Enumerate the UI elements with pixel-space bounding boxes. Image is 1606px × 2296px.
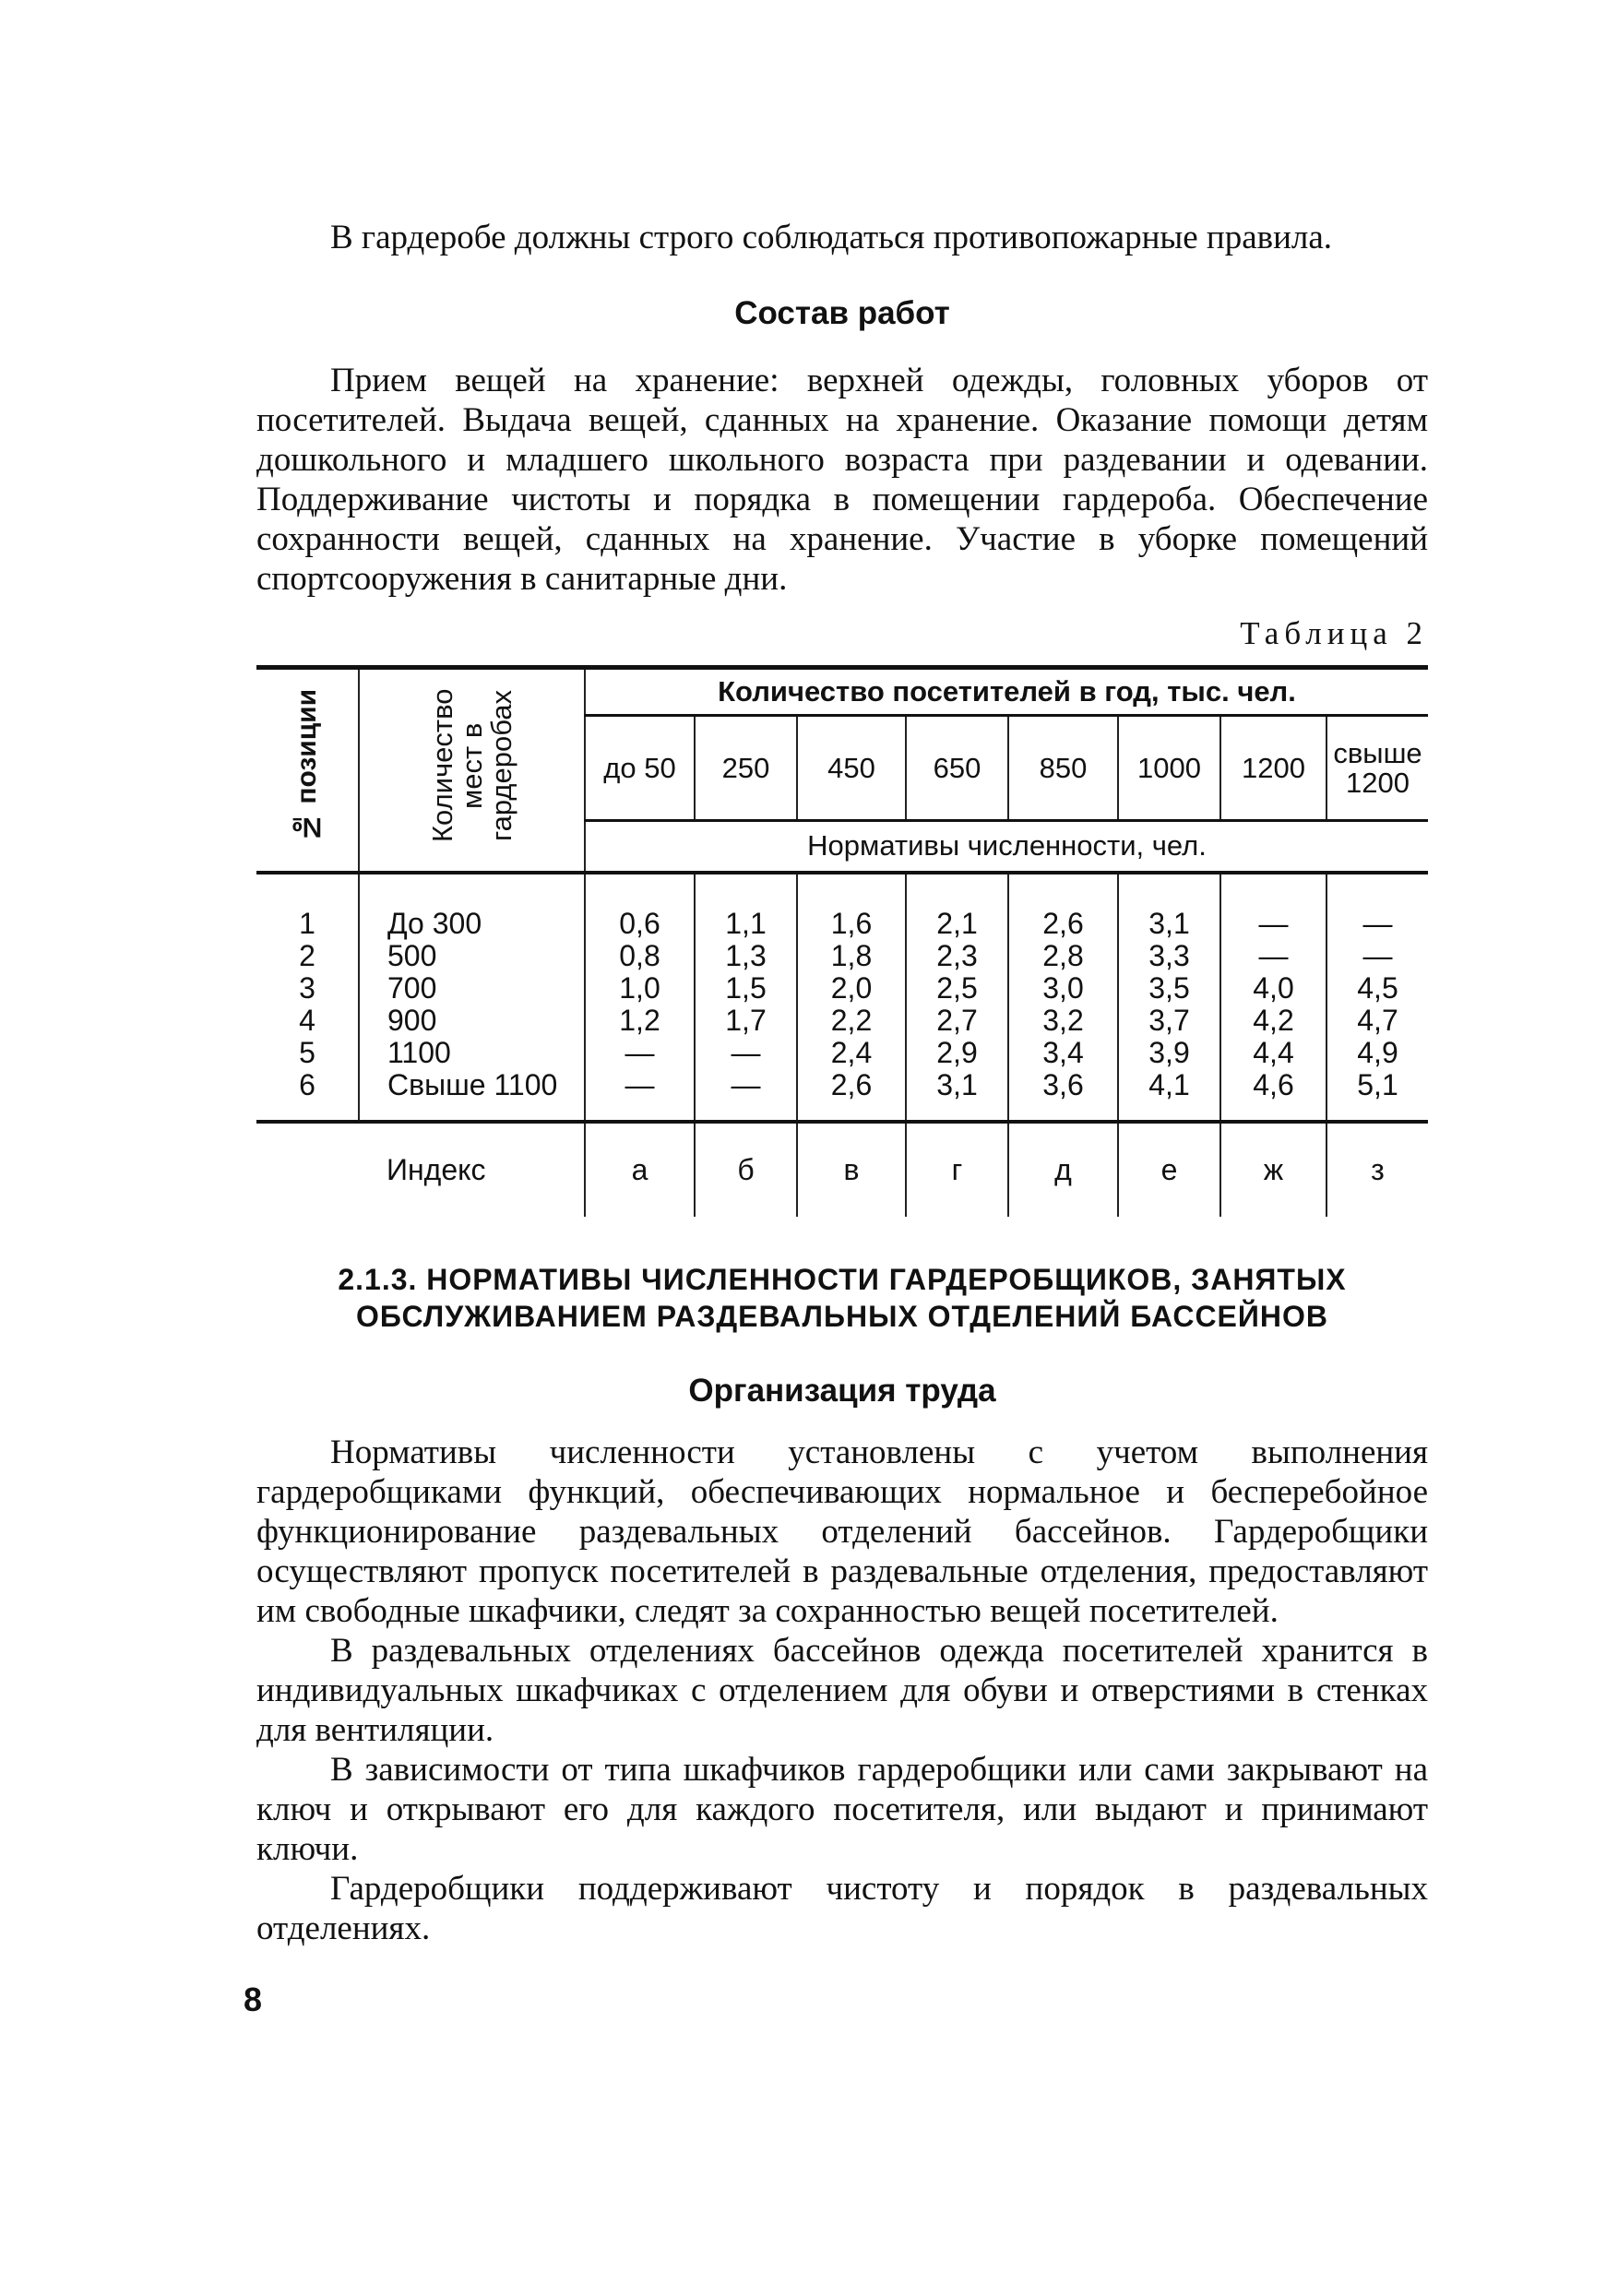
header-visitors-2: 450 — [797, 716, 906, 821]
header-norms: Нормативы численности, чел. — [585, 821, 1428, 873]
table-cell: До 300 — [387, 906, 482, 940]
table-cell: 2,6 — [830, 1067, 873, 1101]
table-cell: 900 — [387, 1003, 437, 1037]
table-cell: 2 — [299, 938, 315, 972]
table-cell: 2,0 — [830, 970, 873, 1005]
index-value: в — [797, 1122, 906, 1217]
header-visitors-0: до 50 — [585, 716, 695, 821]
table-cell: 1,1 — [725, 906, 767, 940]
column-position — [256, 873, 359, 1122]
header-position: № позиции — [256, 668, 359, 873]
index-value: д — [1008, 1122, 1118, 1217]
table-cell: 1,5 — [725, 970, 767, 1005]
table-cell: 2,9 — [936, 1035, 978, 1069]
paragraph: Гардеробщики поддерживают чистоту и порядок в раздевальных отделениях. — [256, 1869, 1428, 1947]
column-values-0 — [585, 873, 695, 1122]
header-visitors-6: 1200 — [1220, 716, 1326, 821]
table-cell: Свыше 1100 — [387, 1067, 558, 1101]
table-cell: 1,2 — [619, 1003, 660, 1037]
index-value: а — [585, 1122, 695, 1217]
heading-work-composition: Состав работ — [734, 295, 950, 331]
table-cell: 2,7 — [936, 1003, 978, 1037]
norms-table — [256, 665, 1428, 1217]
header-places: Количество мест в гардеробах — [359, 668, 585, 873]
table-cell: — — [1362, 906, 1393, 940]
table-cell: 4,6 — [1253, 1067, 1294, 1101]
table-cell: 4,5 — [1357, 970, 1398, 1005]
table-cell: 1,7 — [725, 1003, 767, 1037]
index-value: з — [1326, 1122, 1428, 1217]
header-visitors-7: свыше 1200 — [1326, 716, 1428, 821]
table-caption: Таблица 2 — [1240, 615, 1428, 651]
table-cell: 2,1 — [936, 906, 978, 940]
table-cell: 2,8 — [1042, 938, 1084, 972]
table-cell: 2,6 — [1042, 906, 1084, 940]
table-cell: — — [1362, 938, 1393, 972]
table-cell: 5 — [299, 1035, 315, 1069]
section-heading: 2.1.3. НОРМАТИВЫ ЧИСЛЕННОСТИ ГАРДЕРОБЩИКОВ, ЗАНЯТЫХ ОБСЛУЖИВАНИЕМ РАЗДЕВАЛЬНЫХ ОТДЕЛЕНИЙ БАССЕЙНОВ — [338, 1262, 1347, 1333]
table-cell: 1 — [299, 906, 315, 940]
table-cell: 4,9 — [1357, 1035, 1398, 1069]
index-value: е — [1118, 1122, 1220, 1217]
table-cell: 1,8 — [830, 938, 873, 972]
table-cell: 3,9 — [1148, 1035, 1190, 1069]
table-cell: 2,4 — [830, 1035, 873, 1069]
header-visitors-1: 250 — [695, 716, 797, 821]
table-cell: 1100 — [387, 1035, 451, 1069]
table-cell: 2,2 — [830, 1003, 873, 1037]
column-values-2 — [797, 873, 906, 1122]
table-cell: — — [1258, 938, 1289, 972]
column-values-7 — [1326, 873, 1428, 1122]
table-cell: 1,3 — [725, 938, 767, 972]
index-label: Индекс — [387, 1152, 486, 1186]
column-values-1 — [695, 873, 797, 1122]
table-cell: 3,5 — [1148, 970, 1190, 1005]
header-visitors-group: Количество посетителей в год, тыс. чел. — [585, 668, 1428, 716]
table-cell: 0,8 — [619, 938, 660, 972]
table-cell: 1,0 — [619, 970, 660, 1005]
column-values-5 — [1118, 873, 1220, 1122]
table-cell: — — [731, 1067, 761, 1101]
table-cell: 3,0 — [1042, 970, 1084, 1005]
column-places — [359, 873, 585, 1122]
table-cell: 1,6 — [830, 906, 873, 940]
table-cell: 3,6 — [1042, 1067, 1084, 1101]
header-visitors-3: 650 — [906, 716, 1008, 821]
page-number: 8 — [244, 1980, 263, 2018]
table-cell: 3 — [299, 970, 315, 1005]
table-cell: 2,5 — [936, 970, 978, 1005]
table-cell: 0,6 — [619, 906, 660, 940]
table-cell: 4,4 — [1253, 1035, 1294, 1069]
index-spacer — [256, 1122, 359, 1217]
table-cell: — — [625, 1067, 655, 1101]
table-cell: — — [731, 1035, 761, 1069]
table-cell: 3,4 — [1042, 1035, 1084, 1069]
column-values-3 — [906, 873, 1008, 1122]
table-cell: 3,7 — [1148, 1003, 1190, 1037]
table-cell: 4,1 — [1148, 1067, 1190, 1101]
table-cell: 6 — [299, 1067, 315, 1101]
paragraph: Нормативы численности установлены с учетом выполнения гардеробщиками функций, обеспечивающих нормальное и бесперебойное функционирование раздевальных отделений бассейнов. Гардеробщики осуществляют пропуск посетителей в раздевальные отделения, предоставляют им свободные шкафчики, следят за сохранностью вещей посетителей. — [256, 1433, 1428, 1630]
column-values-4 — [1008, 873, 1118, 1122]
column-values-6 — [1220, 873, 1326, 1122]
header-visitors-4: 850 — [1008, 716, 1118, 821]
table-cell: 5,1 — [1357, 1067, 1398, 1101]
table-cell: 4,2 — [1253, 1003, 1294, 1037]
table-cell: 500 — [387, 938, 437, 972]
table-cell: — — [1258, 906, 1289, 940]
table-cell: 700 — [387, 970, 437, 1005]
table-cell: 3,1 — [1148, 906, 1190, 940]
paragraph-work-composition: Прием вещей на хранение: верхней одежды, головных уборов от посетителей. Выдача вещей, сданных на хранение. Оказание помощи детям дошкольного и младшего школьного возраста при раздевании и одевании. Поддерживание чистоты и порядка в помещении гардероба. Обеспечение сохранности вещей, сданных на хранение. Участие в уборке помещений спортсооружения в санитарные дни. — [256, 362, 1428, 598]
table-cell: — — [625, 1035, 655, 1069]
table-cell: 3,1 — [936, 1067, 978, 1101]
index-value: ж — [1220, 1122, 1326, 1217]
paragraph-fire-rules: В гардеробе должны строго соблюдаться противопожарные правила. — [330, 219, 1333, 256]
table-cell: 4 — [299, 1003, 315, 1037]
heading-labor-organization: Организация труда — [688, 1372, 996, 1409]
page-content — [244, 0, 1428, 2018]
table-cell: 3,3 — [1148, 938, 1190, 972]
header-visitors-5: 1000 — [1118, 716, 1220, 821]
table-cell: 3,2 — [1042, 1003, 1084, 1037]
table-cell: 2,3 — [936, 938, 978, 972]
paragraph: В зависимости от типа шкафчиков гардеробщики или сами закрывают на ключ и открывают его для каждого посетителя, или выдают и принимают ключи. — [256, 1750, 1428, 1868]
table-cell: 4,7 — [1357, 1003, 1398, 1037]
paragraph-labor-organization — [256, 1433, 1428, 1948]
table-cell: 4,0 — [1253, 970, 1294, 1005]
paragraph: В раздевальных отделениях бассейнов одежда посетителей хранится в индивидуальных шкафчиках с отделением для обуви и отверстиями в стенках для вентиляции. — [256, 1631, 1428, 1749]
index-value: г — [906, 1122, 1008, 1217]
index-value: б — [695, 1122, 797, 1217]
